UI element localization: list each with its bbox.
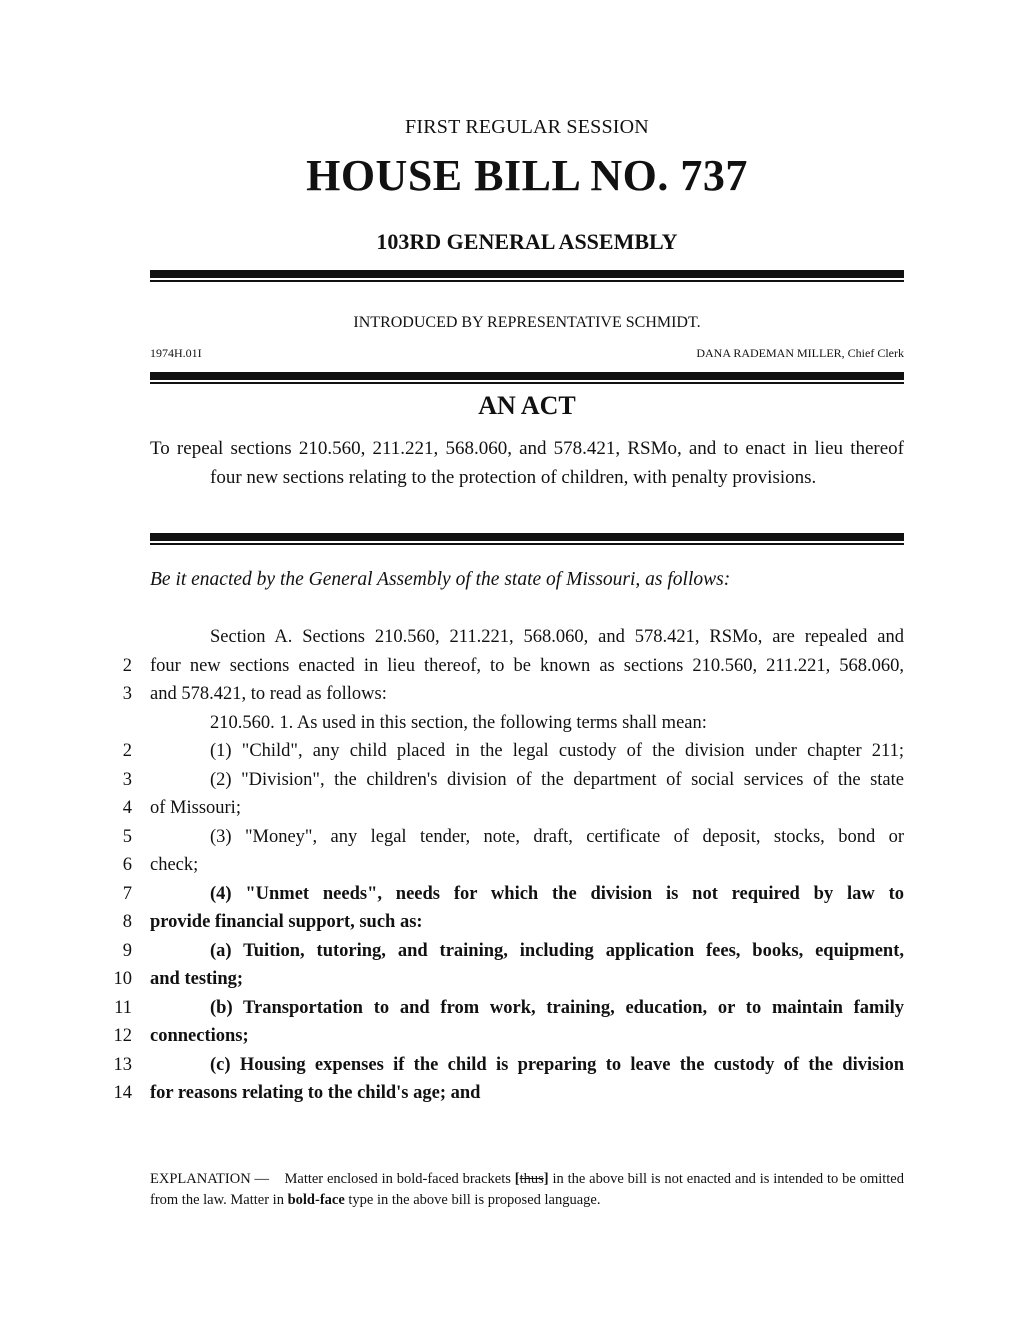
assembly-label: 103RD GENERAL ASSEMBLY <box>376 229 678 254</box>
bill-title: HOUSE BILL NO. 737 <box>306 151 748 200</box>
line-number: 7 <box>122 883 132 904</box>
bracket-open: [ <box>514 1171 520 1187</box>
explanation-note <box>150 1169 904 1211</box>
bill-line: Section A. Sections 210.560, 211.221, 568.060, and 578.421, RSMo, are repealed and <box>210 627 904 647</box>
line-number: 2 <box>122 741 132 761</box>
clerk-divider <box>150 372 904 384</box>
line-number: 11 <box>114 997 132 1018</box>
line-number: 8 <box>122 912 132 932</box>
line-number: 9 <box>122 940 132 961</box>
bill-line: (b) Transportation to and from work, training, education, or to maintain family <box>210 997 904 1018</box>
bill-line: 210.560. 1. As used in this section, the following terms shall mean: <box>210 712 707 733</box>
explanation-text-1: Matter enclosed in bold-faced brackets <box>284 1171 511 1187</box>
bill-line: provide financial support, such as: <box>150 912 423 932</box>
line-number: 14 <box>113 1083 132 1103</box>
session-label: FIRST REGULAR SESSION <box>405 116 649 138</box>
act-summary <box>150 434 904 492</box>
act-divider <box>150 533 904 545</box>
line-number: 5 <box>122 826 132 847</box>
bill-line: (c) Housing expenses if the child is preparing to leave the custody of the division <box>210 1054 904 1075</box>
bill-line: of Missouri; <box>150 798 241 818</box>
explanation-text-3: type in the above bill is proposed language. <box>348 1192 601 1208</box>
bill-line: (1) "Child", any child placed in the legal custody of the division under chapter 211; <box>210 741 904 761</box>
line-number: 2 <box>122 655 132 676</box>
bill-line: (3) "Money", any legal tender, note, draft, certificate of deposit, stocks, bond or <box>210 826 904 847</box>
enacting-clause: Be it enacted by the General Assembly of the state of Missouri, as follows: <box>150 569 731 590</box>
line-number: 3 <box>122 684 132 704</box>
explanation-text-2: in the above bill is not enacted and is intended to be omitted from the law. Matter in <box>150 1171 904 1208</box>
act-title: AN ACT <box>478 391 576 420</box>
act-summary-text: To repeal sections 210.560, 211.221, 568.060, and 578.421, RSMo, and to enact in lieu thereof four new sections relating to the protection of children, with penalty provisions. <box>150 438 904 488</box>
chief-clerk: DANA RADEMAN MILLER, Chief Clerk <box>696 346 904 360</box>
line-number: 6 <box>122 855 132 875</box>
line-number: 4 <box>122 798 132 818</box>
line-number: 12 <box>113 1026 132 1046</box>
line-number: 13 <box>113 1054 132 1075</box>
bill-line: and 578.421, to read as follows: <box>150 684 387 704</box>
bill-code: 1974H.01I <box>150 346 202 360</box>
bill-line: (a) Tuition, tutoring, and training, including application fees, books, equipment, <box>210 940 904 961</box>
explanation-lead: EXPLANATION — <box>150 1171 270 1187</box>
bill-line: check; <box>150 855 199 875</box>
bill-line: (4) "Unmet needs", needs for which the division is not required by law to <box>210 883 904 904</box>
introduced-by: INTRODUCED BY REPRESENTATIVE SCHMIDT. <box>353 314 701 331</box>
header-divider <box>150 270 904 282</box>
bill-line: (2) "Division", the children's division of the department of social services of the state <box>210 769 904 790</box>
struck-example: thus <box>519 1171 544 1187</box>
bill-line: four new sections enacted in lieu thereof, to be known as sections 210.560, 211.221, 568.060, <box>150 655 904 676</box>
bracket-close: ] <box>543 1171 549 1187</box>
bill-line: for reasons relating to the child's age; and <box>150 1083 481 1103</box>
line-number: 10 <box>113 969 132 989</box>
bill-line: connections; <box>150 1026 249 1046</box>
bill-line: and testing; <box>150 969 244 989</box>
bold-example: bold-face <box>287 1192 345 1208</box>
line-number: 3 <box>122 769 132 790</box>
